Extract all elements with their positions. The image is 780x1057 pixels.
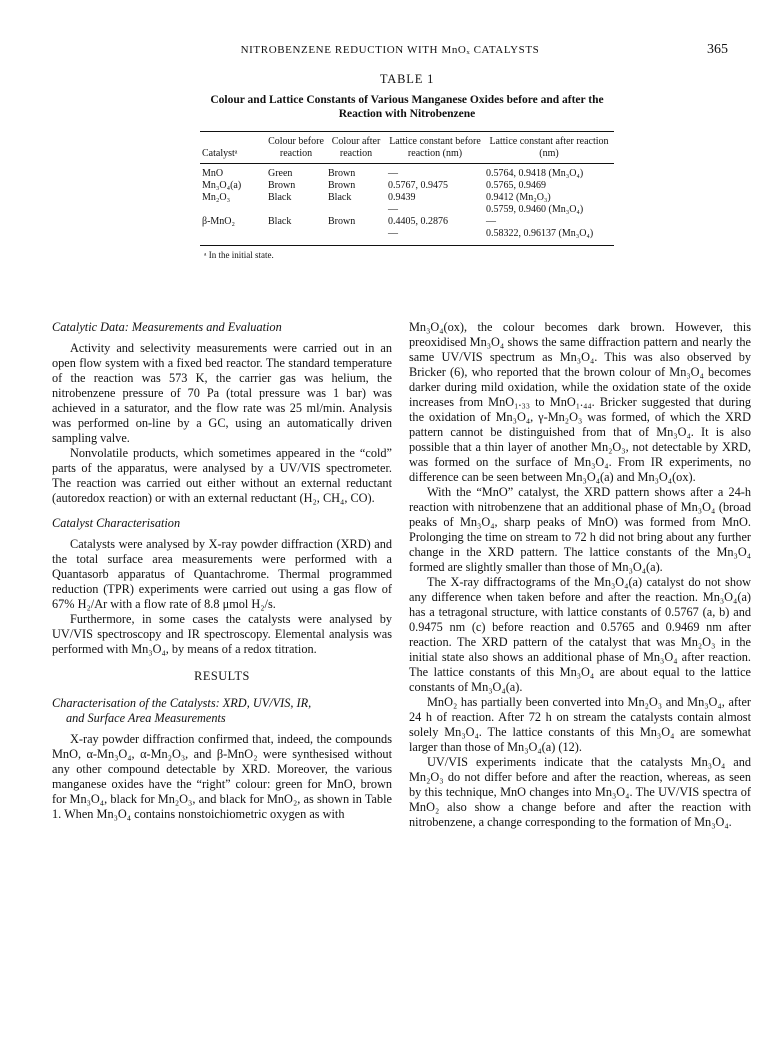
table-cell: 0.5765, 0.9469 [486,180,546,191]
table-cell [266,204,326,216]
column-header-colour-before: Colour before reaction [266,132,326,164]
paragraph: With the “MnO” catalyst, the XRD pattern shows after a 24-h reaction with nitrobenzene that an additional phase of Mn₃O₄ (broad peaks of Mn₃O₄, sharp peaks of MnO) was formed from MnO. Prolonging the time on stream to 72 h did not bring about any further change in the XRD pattern. The lattice constants of the Mn₃O₄ formed are slightly smaller than those of Mn₃O₄(a). [409,485,751,574]
subsection-heading-line: Characterisation of the Catalysts: XRD, UV/VIS, IR, [52,696,312,710]
table-row [200,216,614,228]
table-header-row [200,132,614,164]
table-row [200,164,614,181]
left-column [52,320,392,822]
table-cell: 0.4405, 0.2876 [388,216,448,227]
table-cell: — [486,216,496,227]
table-cell: — [388,168,398,179]
table-cell: — [386,228,484,246]
table-cell: Black [268,192,292,203]
table-row [200,180,614,192]
table-cell: Brown [328,180,356,191]
table-cell: 0.9439 [388,192,416,203]
table-cell: Black [268,216,292,227]
running-head: NITROBENZENE REDUCTION WITH MnOₓ CATALYSTS [240,44,540,56]
table-cell [266,228,326,246]
table-row [200,192,614,204]
paragraph: Catalysts were analysed by X-ray powder diffraction (XRD) and the total surface area measurements were performed with a Quantasorb apparatus of Quantachrome. Thermal programmed reduction (TPR) experiments were carried out using a gas flow of 67% H₂/Ar with a flow rate of 8.8 μmol H₂/s. [52,537,392,611]
table-cell: Brown [328,216,356,227]
table-cell: Green [268,168,293,179]
table-label: TABLE 1 [379,72,435,86]
table-cell: Brown [328,168,356,179]
table-footnote: ᵃ In the initial state. [204,250,274,260]
table-cell: — [388,204,398,215]
table-caption: Colour and Lattice Constants of Various Manganese Oxides before and after the Reaction with Nitrobenzene [210,94,604,120]
table-cell [326,204,386,216]
column-header-catalyst: Catalystᵃ [200,132,266,164]
section-heading-catalyst-characterisation: Catalyst Characterisation [52,516,181,530]
table-cell: β-MnO₂ [202,216,236,227]
right-column [409,320,751,830]
paragraph: UV/VIS experiments indicate that the catalysts Mn₃O₄ and Mn₂O₃ do not differ before and after the reaction, whereas, as seen by this technique, MnO changes into Mn₃O₄. The UV/VIS spectra of MnO₂ also show a change before and after the reaction with nitrobenzene, a change corresponding to the formation of Mn₃O₄. [409,755,751,829]
paragraph: Mn₃O₄(ox), the colour becomes dark brown. However, this preoxidised Mn₃O₄ shows the same diffraction pattern and nearly the same UV/VIS spectrum as Mn₃O₄. This was also observed by Bricker (6), who reported that the brown colour of Mn₃O₄ becomes darker during mild oxidation, while the oxidation state of the oxide increases from MnO₁.₃₃ to MnO₁.₄₄. Bricker suggested that during the oxidation of Mn₃O₄, γ-Mn₂O₃ was formed, of which the XRD pattern cannot be distinguished from that of Mn₃O₄. It is also possible that a thin layer of another Mn₂O₃, not detectable by XRD, was formed on the surface of Mn₃O₄. From IR experiments, no difference can be seen between Mn₃O₄(a) and Mn₃O₄(ox). [409,320,751,484]
table-cell [200,204,266,216]
table-cell [200,228,266,246]
subsection-heading-characterisation [52,696,392,726]
table-row [200,228,614,246]
table-cell: Mn₃O₄(a) [202,180,242,191]
paragraph: Activity and selectivity measurements were carried out in an open flow system with a fixed bed reactor. The standard temperature of the reaction was 573 K, the carrier gas was helium, the nitrobenzene pressure of 70 Pa (total pressure was 1 bar) was achieved in a saturator, and the flow rate was 25 ml/min. Analysis was performed on-line by a GC, using an automatically driven sampling valve. [52,341,392,445]
paragraph: Nonvolatile products, which sometimes appeared in the “cold” parts of the apparatus, were analysed by a UV/VIS spectrometer. The reaction was carried out either without an external reductant (autoredox reaction) or with an external reductant (H₂, CH₄, CO). [52,446,392,505]
table-cell: 0.5759, 0.9460 (Mn₃O₄) [486,204,584,215]
paragraph: Furthermore, in some cases the catalysts were analysed by UV/VIS spectroscopy and IR spectroscopy. Elemental analysis was performed with Mn₃O₄, by means of a redox titration. [52,612,392,656]
paragraph: X-ray powder diffraction confirmed that, indeed, the compounds MnO, α-Mn₃O₄, α-Mn₂O₃, and β-MnO₂ were synthesised without any other compound detectable by XRD. Moreover, the various manganese oxides have the “right” colour: green for MnO, brown for Mn₃O₄, black for Mn₂O₃, and black for MnO₂, as shown in Table 1. When Mn₃O₄ contains nonstoichiometric oxygen as with [52,732,392,821]
paragraph: The X-ray diffractograms of the Mn₃O₄(a) catalyst do not show any difference when taken before and after the reaction. Mn₃O₄(a) has a tetragonal structure, with lattice constants of 0.5767 (a, b) and 0.9475 nm (c) before reaction and 0.5765 and 0.9469 nm after reaction. The XRD pattern of the catalyst that was Mn₂O₃ in the initial state also shows an additional phase of Mn₃O₄ after reaction. The lattice constants of this Mn₃O₄ are about equal to the lattice constants of Mn₃O₄(a). [409,575,751,694]
table-cell: Brown [268,180,296,191]
column-header-lattice-before: Lattice constant before reaction (nm) [386,132,484,164]
paragraph: MnO₂ has partially been converted into Mn₂O₃ and Mn₃O₄, after 24 h of reaction. After 72 h on stream the catalysts contain almost solely Mn₃O₄. The lattice constants of this Mn₃O₄ are somewhat larger than those of Mn₃O₄(a) (12). [409,695,751,754]
table-cell: Black [328,192,352,203]
table-cell: Mn₂O₃ [202,192,231,203]
lattice-constants-table [200,131,614,246]
table-cell [326,228,386,246]
section-heading-catalytic-data: Catalytic Data: Measurements and Evaluation [52,320,282,334]
table-row [200,204,614,216]
table-cell: 0.5767, 0.9475 [388,180,448,191]
column-header-lattice-after: Lattice constant after reaction (nm) [484,132,614,164]
table-cell: 0.58322, 0.96137 (Mn₃O₄) [484,228,614,246]
table-cell: 0.5764, 0.9418 (Mn₃O₄) [486,168,584,179]
column-header-colour-after: Colour after reaction [326,132,386,164]
subsection-heading-line: and Surface Area Measurements [66,711,226,725]
section-heading-results: RESULTS [194,669,250,683]
table-cell: 0.9412 (Mn₂O₃) [486,192,551,203]
table-1 [200,72,614,260]
page-number: 365 [707,42,728,57]
table-cell: MnO [202,168,224,179]
